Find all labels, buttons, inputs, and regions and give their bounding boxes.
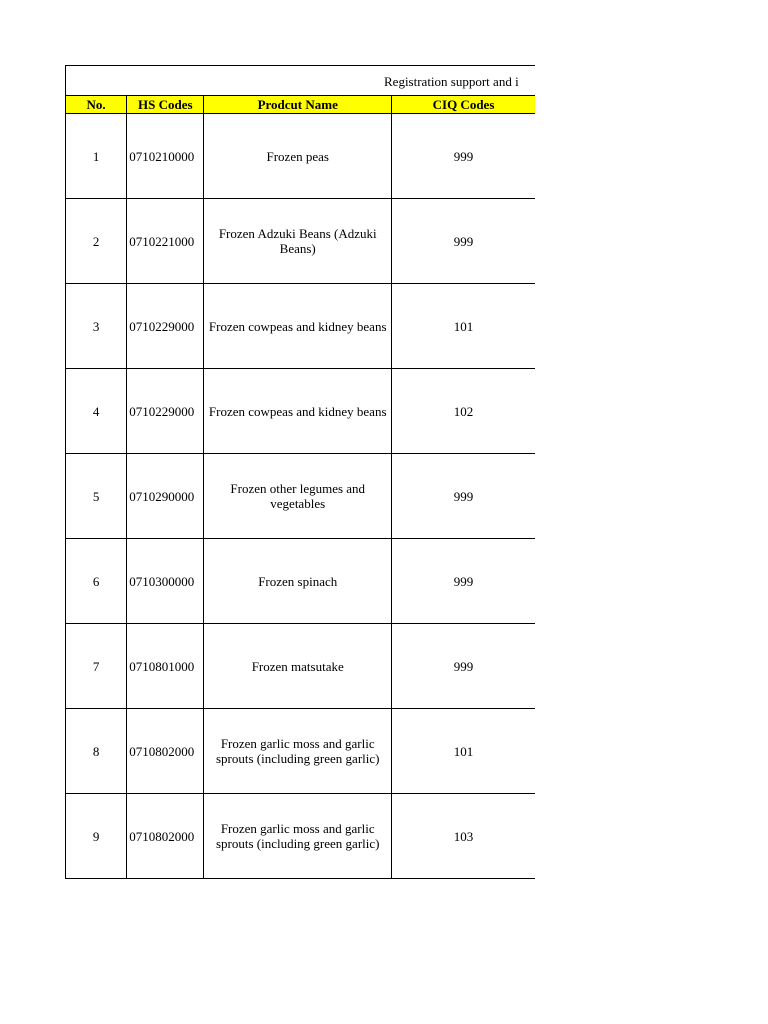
table-row [66, 539, 536, 624]
cell-ciq-code[interactable]: 999 [392, 454, 535, 539]
table-row [66, 709, 536, 794]
cell-ciq-code[interactable]: 999 [392, 199, 535, 284]
cell-hs-code[interactable]: 0710801000 [127, 624, 204, 709]
cell-no[interactable]: 8 [66, 709, 127, 794]
table-row [66, 284, 536, 369]
product-table [65, 95, 535, 879]
cell-hs-code[interactable]: 0710802000 [127, 709, 204, 794]
cell-hs-code[interactable]: 0710300000 [127, 539, 204, 624]
cell-product-name[interactable]: Frozen spinach [204, 539, 392, 624]
sheet-title: Registration support and i [384, 74, 519, 89]
cell-product-name[interactable]: Frozen garlic moss and garlic sprouts (including green garlic) [204, 709, 392, 794]
cell-ciq-code[interactable]: 999 [392, 624, 535, 709]
cell-no[interactable]: 5 [66, 454, 127, 539]
header-ciq-codes[interactable]: CIQ Codes [392, 96, 535, 114]
cell-hs-code[interactable]: 0710802000 [127, 794, 204, 879]
cell-hs-code[interactable]: 0710229000 [127, 284, 204, 369]
table-row [66, 624, 536, 709]
header-product-name[interactable]: Prodcut Name [204, 96, 392, 114]
cell-ciq-code[interactable]: 999 [392, 114, 535, 199]
cell-no[interactable]: 1 [66, 114, 127, 199]
cell-ciq-code[interactable]: 101 [392, 709, 535, 794]
cell-no[interactable]: 3 [66, 284, 127, 369]
cell-product-name[interactable]: Frozen cowpeas and kidney beans [204, 284, 392, 369]
table-row [66, 114, 536, 199]
table-row [66, 794, 536, 879]
cell-product-name[interactable]: Frozen matsutake [204, 624, 392, 709]
table-row [66, 454, 536, 539]
cell-ciq-code[interactable]: 102 [392, 369, 535, 454]
cell-product-name[interactable]: Frozen peas [204, 114, 392, 199]
header-hs-codes[interactable]: HS Codes [127, 96, 204, 114]
cell-hs-code[interactable]: 0710229000 [127, 369, 204, 454]
cell-hs-code[interactable]: 0710210000 [127, 114, 204, 199]
cell-no[interactable]: 2 [66, 199, 127, 284]
cell-hs-code[interactable]: 0710221000 [127, 199, 204, 284]
cell-no[interactable]: 6 [66, 539, 127, 624]
table-row [66, 369, 536, 454]
cell-no[interactable]: 9 [66, 794, 127, 879]
cell-product-name[interactable]: Frozen garlic moss and garlic sprouts (including green garlic) [204, 794, 392, 879]
spreadsheet [65, 65, 535, 879]
cell-product-name[interactable]: Frozen cowpeas and kidney beans [204, 369, 392, 454]
cell-ciq-code[interactable]: 101 [392, 284, 535, 369]
cell-no[interactable]: 7 [66, 624, 127, 709]
header-row [66, 96, 536, 114]
title-row [65, 65, 535, 95]
cell-product-name[interactable]: Frozen Adzuki Beans (Adzuki Beans) [204, 199, 392, 284]
cell-no[interactable]: 4 [66, 369, 127, 454]
cell-ciq-code[interactable]: 999 [392, 539, 535, 624]
cell-ciq-code[interactable]: 103 [392, 794, 535, 879]
cell-hs-code[interactable]: 0710290000 [127, 454, 204, 539]
cell-product-name[interactable]: Frozen other legumes and vegetables [204, 454, 392, 539]
header-no[interactable]: No. [66, 96, 127, 114]
table-row [66, 199, 536, 284]
